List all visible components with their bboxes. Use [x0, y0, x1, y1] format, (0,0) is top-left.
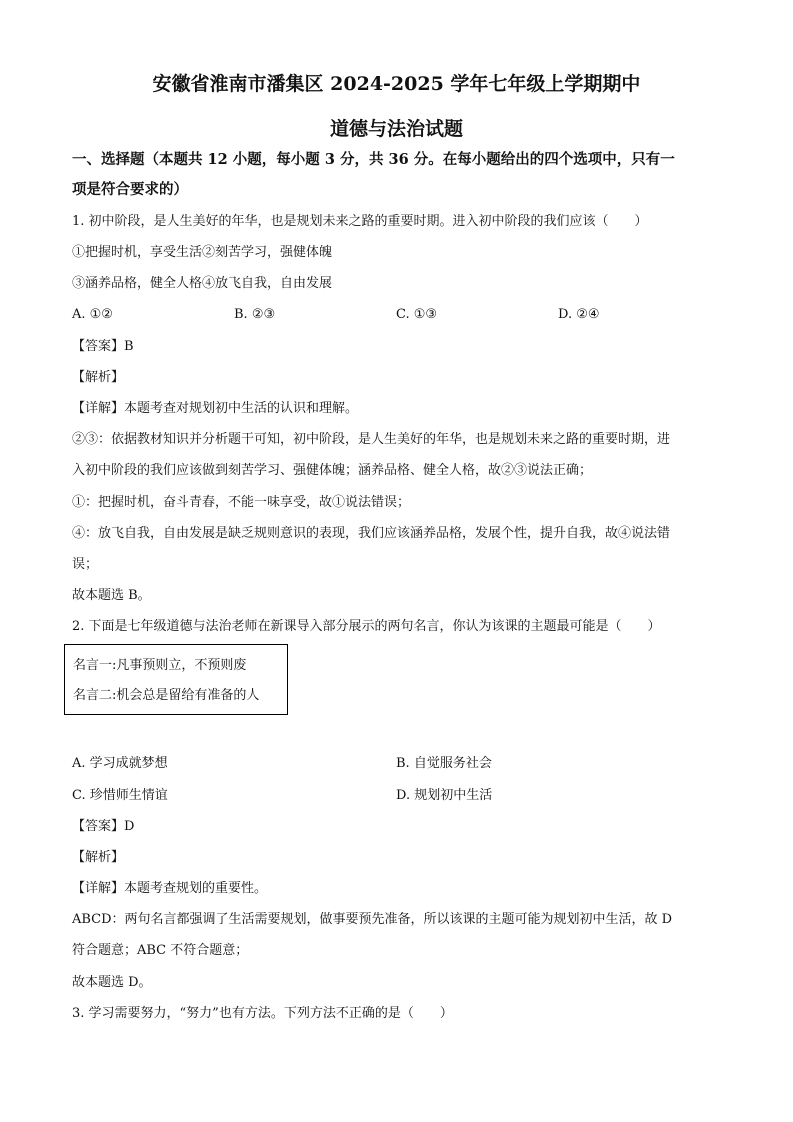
q1-explanation-1b: 入初中阶段的我们应该做到刻苦学习、强健体魄；涵养品格、健全人格，故②③说法正确；: [72, 463, 593, 478]
q1-answer: 【答案】B: [72, 339, 134, 354]
q1-option-b: B. ②③: [234, 307, 276, 322]
q1-stem: 1. 初中阶段，是人生美好的年华，也是规划未来之路的重要时期。进入初中阶段的我们应该（ ）: [72, 214, 648, 229]
q1-explanation-3a: ④：放飞自我，自由发展是缺乏规则意识的表现，我们应该涵养品格，发展个性，提升自我，故④说法错: [72, 526, 671, 541]
q1-option-c: C. ①③: [396, 307, 438, 322]
q2-analysis-label: 【解析】: [72, 850, 125, 865]
q1-analysis-label: 【解析】: [72, 370, 125, 385]
q2-option-a: A. 学习成就梦想: [72, 756, 168, 771]
q2-quote-box: [64, 644, 288, 715]
q1-detail: 【详解】本题考查对规划初中生活的认识和理解。: [72, 401, 359, 416]
q2-conclusion: 故本题选 D。: [72, 975, 152, 990]
q2-option-c: C. 珍惜师生情谊: [72, 788, 168, 803]
q2-stem: 2. 下面是七年级道德与法治老师在新课导入部分展示的两句名言，你认为该课的主题最可能是（ ）: [72, 619, 661, 634]
q1-explanation-1a: ②③：依据教材知识并分析题干可知，初中阶段，是人生美好的年华，也是规划未来之路的重要时期，进: [72, 432, 671, 447]
q2-answer: 【答案】D: [72, 819, 135, 834]
document-title: 安徽省淮南市潘集区 2024-2025 学年七年级上学期期中: [152, 73, 641, 95]
q2-detail: 【详解】本题考查规划的重要性。: [72, 881, 268, 896]
q1-option-d: D. ②④: [558, 307, 600, 322]
q2-quote-2: 名言二:机会总是留给有准备的人: [73, 688, 260, 703]
q1-items-1: ①把握时机，享受生活②刻苦学习，强健体魄: [72, 245, 333, 260]
q1-option-a: A. ①②: [72, 307, 113, 322]
document-subtitle: 道德与法治试题: [329, 118, 463, 140]
q2-option-d: D. 规划初中生活: [396, 788, 493, 803]
q2-quote-1: 名言一:凡事预则立，不预则废: [73, 658, 247, 673]
section-heading: 一、选择题（本题共 12 小题，每小题 3 分，共 36 分。在每小题给出的四个选项中，只有一: [72, 151, 675, 168]
section-heading-cont: 项是符合要求的）: [72, 181, 188, 198]
q1-explanation-3b: 误；: [72, 557, 99, 572]
q2-explanation-1b: 符合题意；ABC 不符合题意；: [72, 943, 249, 958]
q1-items-2: ③涵养品格，健全人格④放飞自我，自由发展: [72, 276, 333, 291]
q3-stem: 3. 学习需要努力，“努力”也有方法。下列方法不正确的是（ ）: [72, 1006, 453, 1021]
q1-conclusion: 故本题选 B。: [72, 588, 151, 603]
q1-explanation-2: ①：把握时机，奋斗青春，不能一味享受，故①说法错误；: [72, 495, 411, 510]
q2-option-b: B. 自觉服务社会: [396, 756, 492, 771]
q2-explanation-1a: ABCD：两句名言都强调了生活需要规划，做事要预先准备，所以该课的主题可能为规划初中生活，故 D: [72, 912, 673, 927]
